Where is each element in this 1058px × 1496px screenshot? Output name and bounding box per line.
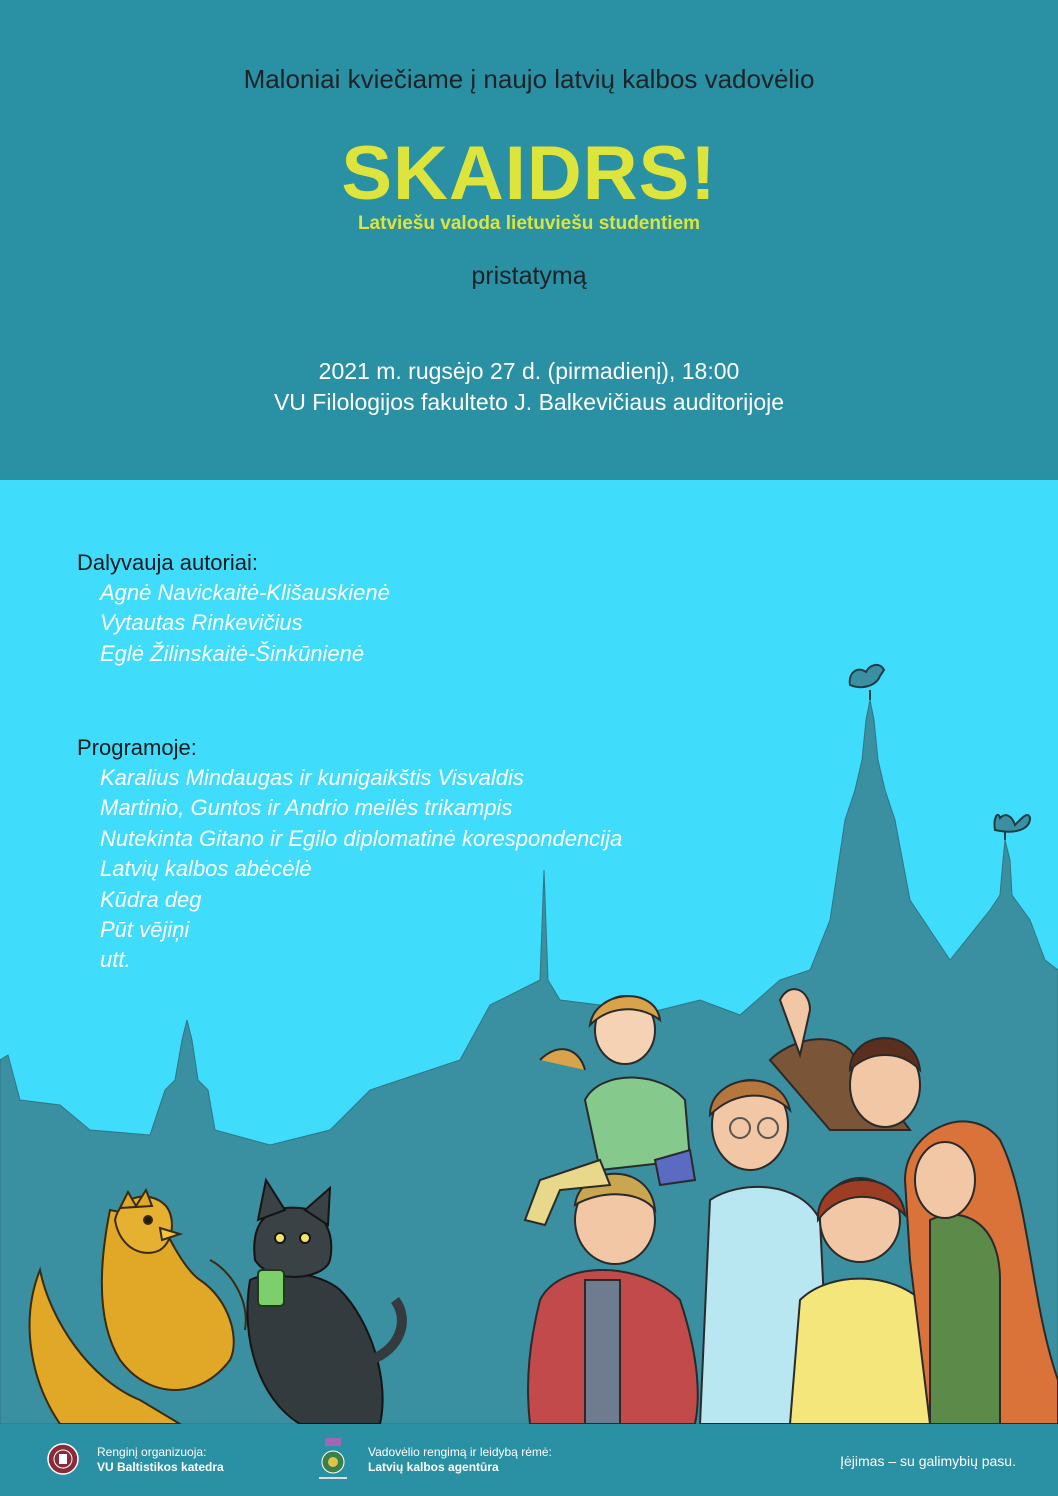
program-item: Nutekinta Gitano ir Egilo diplomatinė korespondencija (100, 825, 623, 851)
author-name: Agnė Navickaitė-Klišauskienė (100, 580, 390, 605)
program-item: Kūdra deg (100, 886, 202, 912)
program-item: Latvių kalbos abėcėlė (100, 856, 312, 882)
header-band (0, 0, 1058, 480)
book-title: SKAIDRS! (341, 131, 717, 216)
program-section (77, 733, 622, 976)
author-name: Eglė Žilinskaitė-Šinkūnienė (100, 640, 365, 666)
sponsor-credit (368, 1445, 552, 1475)
presentation-word: pristatymą (471, 262, 587, 290)
sponsor-name: Latvių kalbos agentūra (368, 1460, 499, 1474)
cat-weathervane-icon (995, 815, 1030, 840)
event-date-time: 2021 m. rugsėjo 27 d. (pirmadienį), 18:00 (318, 358, 740, 384)
program-item: Martinio, Guntos ir Andrio meilės trikampis (100, 795, 513, 821)
intro-text: Maloniai kviečiame į naujo latvių kalbos vadovėlio (243, 64, 815, 94)
vu-logo-icon (46, 1439, 80, 1479)
program-heading: Programoje: (77, 735, 197, 760)
authors-heading: Dalyvauja autoriai: (77, 550, 258, 575)
author-name: Vytautas Rinkevičius (100, 610, 303, 636)
footer-band (0, 1424, 1058, 1496)
organizer-caption: Renginį organizuoja: (97, 1445, 207, 1459)
program-item: Karalius Mindaugas ir kunigaikštis Visvaldis (100, 765, 524, 790)
event-venue: VU Filologijos fakulteto J. Balkevičiaus auditorijoje (273, 389, 785, 415)
authors-section (77, 548, 390, 669)
book-subtitle: Latviešu valoda lietuviešu studentiem (357, 213, 701, 234)
rooster-weathervane-icon (850, 665, 884, 700)
program-item: utt. (100, 947, 131, 973)
entry-requirement-note: Įėjimas – su galimybių pasu. (840, 1453, 1016, 1469)
sponsor-caption: Vadovėlio rengimą ir leidybą rėmė: (368, 1445, 552, 1459)
agency-logo-icon (315, 1436, 351, 1482)
organizer-name: VU Baltistikos katedra (97, 1460, 224, 1474)
organizer-credit (97, 1445, 224, 1475)
program-item: Pūt vējiņi (100, 916, 190, 942)
